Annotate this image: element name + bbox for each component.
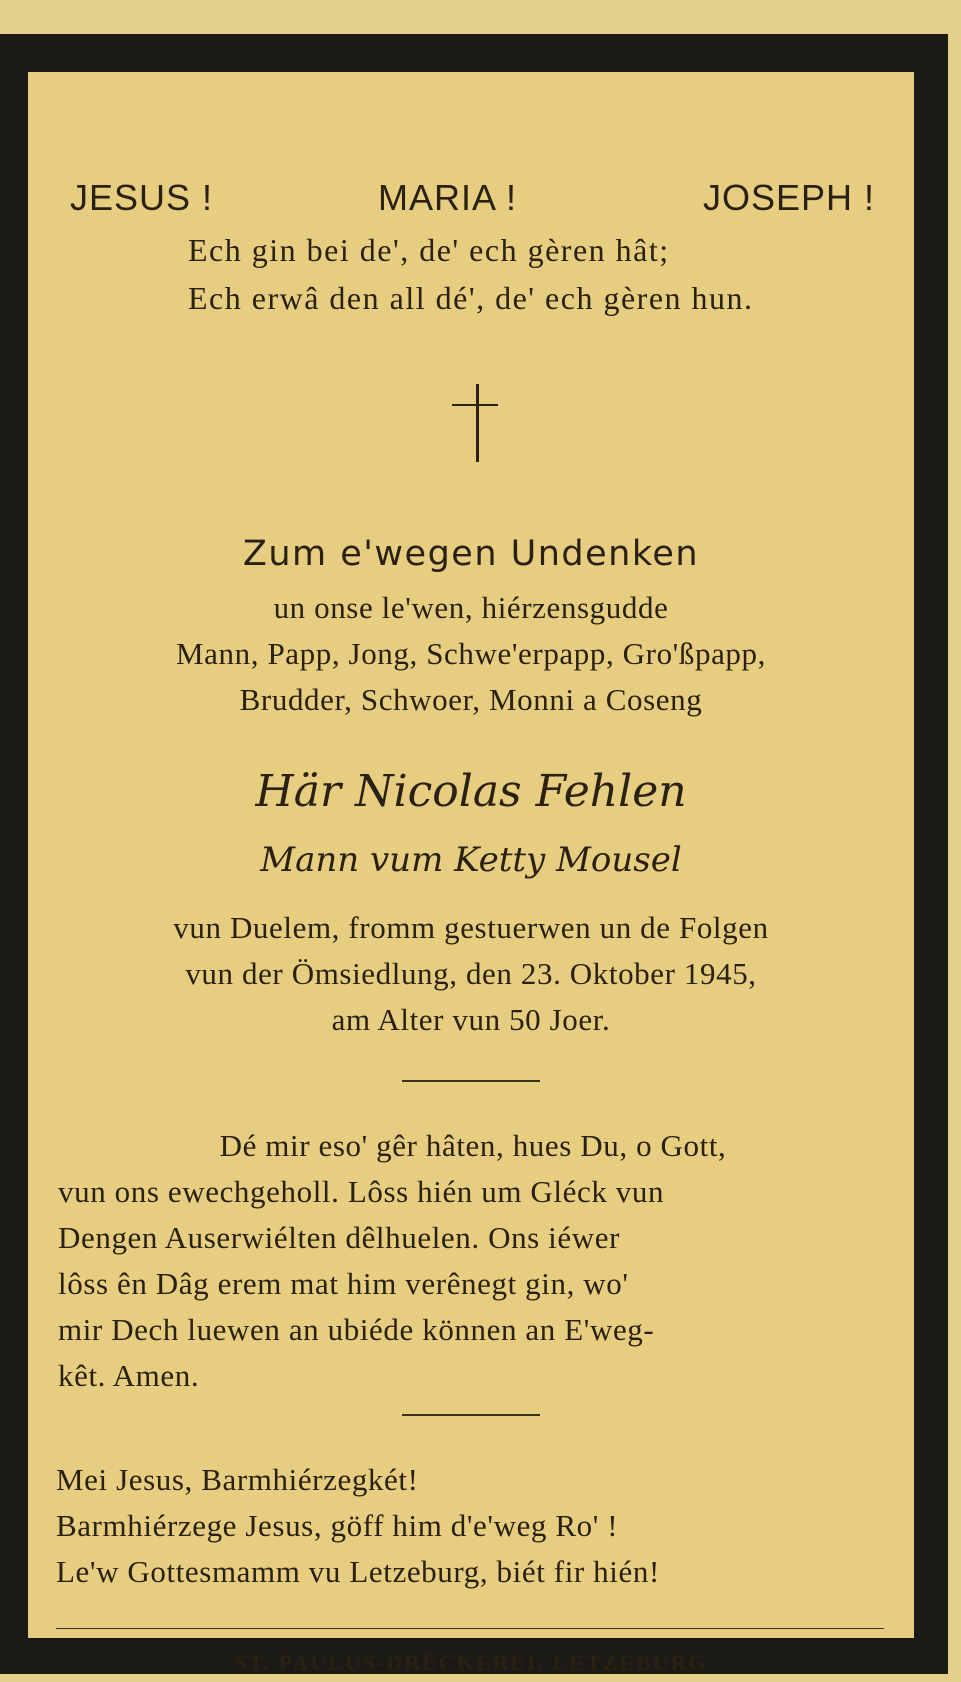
epigraph-line-1: Ech gin bei de', de' ech gèren hât; <box>188 232 670 268</box>
prayer-line-4: lôss ên Dâg erem mat him verênegt gin, wo' <box>58 1266 629 1301</box>
memorial-line-3: Brudder, Schwoer, Monni a Coseng <box>239 682 703 717</box>
header-maria: MARIA ! <box>378 177 518 218</box>
death-line-1: vun Duelem, fromm gestuerwen un de Folgen <box>173 910 769 945</box>
header-jesus: JESUS ! <box>70 177 214 218</box>
prayer-line-3: Dengen Auserwiélten dêlhuelen. Ons iéwer <box>58 1220 621 1255</box>
printer-credit: ST. PAULUS-DRÉCKEREI, LETZEBURG <box>234 1650 708 1675</box>
epigraph-line-2: Ech erwâ den all dé', de' ech gèren hun. <box>188 280 754 316</box>
memorial-line-1: un onse le'wen, hiérzensgudde <box>273 590 669 625</box>
prayer-line-5: mir Dech luewen an ubiéde können an E'weg- <box>58 1312 655 1347</box>
prayer-line-6: kêt. Amen. <box>58 1358 200 1393</box>
death-line-3: am Alter vun 50 Joer. <box>331 1002 611 1037</box>
prayer-line-1: Dé mir eso' gêr hâten, hues Du, o Gott, <box>219 1128 727 1163</box>
divider-1 <box>402 1080 540 1082</box>
invocation-line-3: Le'w Gottesmamm vu Letzeburg, biét fir hién! <box>56 1554 660 1589</box>
cross-icon <box>476 384 479 462</box>
prayer-line-2: vun ons ewechgeholl. Lôss hién um Gléck vun <box>58 1174 665 1209</box>
memorial-card <box>0 34 948 1674</box>
header-joseph: JOSEPH ! <box>703 177 876 218</box>
death-line-2: vun der Ömsiedlung, den 23. Oktober 1945, <box>185 956 757 991</box>
invocation-line-2: Barmhiérzege Jesus, göff him d'e'weg Ro' ! <box>56 1508 619 1543</box>
memorial-line-2: Mann, Papp, Jong, Schwe'erpapp, Gro'ßpapp, <box>176 636 766 671</box>
footer-rule <box>56 1628 884 1629</box>
spouse-line: Mann vum Ketty Mousel <box>260 840 682 880</box>
divider-2 <box>402 1414 540 1416</box>
memorial-heading: Zum e'wegen Undenken <box>242 534 700 574</box>
cross-icon-bar <box>452 404 498 406</box>
card-panel <box>28 72 914 1675</box>
invocation-line-1: Mei Jesus, Barmhiérzegkét! <box>56 1462 419 1497</box>
deceased-name: Här Nicolas Fehlen <box>255 766 687 817</box>
